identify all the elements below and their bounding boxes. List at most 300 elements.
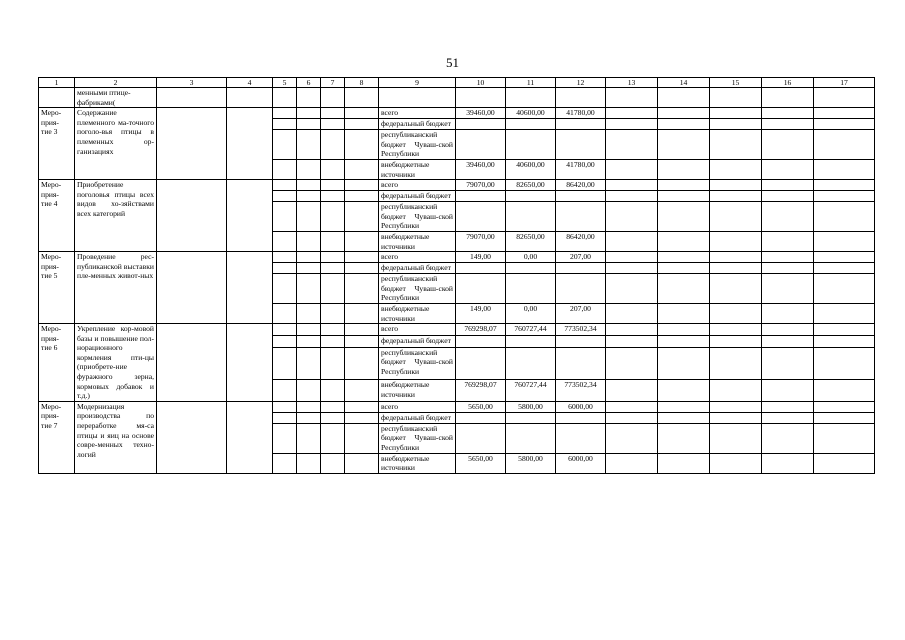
amount-cell <box>556 191 606 202</box>
empty-cell <box>273 335 297 347</box>
funding-source: республиканский бюджет Чуваш-ской Республики <box>379 423 456 453</box>
empty-cell <box>606 347 658 379</box>
amount-cell: 760727,44 <box>506 324 556 336</box>
empty-cell <box>814 108 875 119</box>
empty-cell <box>297 119 321 130</box>
empty-cell <box>658 108 710 119</box>
empty-cell <box>273 263 297 274</box>
empty-cell <box>297 252 321 263</box>
empty-cell <box>658 88 710 108</box>
amount-cell <box>456 119 506 130</box>
empty-cell <box>297 130 321 160</box>
empty-cell <box>321 191 345 202</box>
empty-cell <box>658 191 710 202</box>
measure-name: Приобретение поголовья птицы всех видов хо-зяйствами всех категорий <box>75 180 157 252</box>
empty-cell <box>345 303 379 323</box>
amount-cell <box>506 191 556 202</box>
empty-cell <box>345 412 379 423</box>
empty-cell <box>227 324 273 402</box>
empty-cell <box>762 202 814 232</box>
empty-cell <box>321 347 345 379</box>
empty-cell <box>227 401 273 473</box>
column-header: 8 <box>345 78 379 88</box>
empty-cell <box>658 401 710 412</box>
amount-cell <box>556 274 606 304</box>
column-header: 15 <box>710 78 762 88</box>
column-header: 17 <box>814 78 875 88</box>
empty-cell <box>345 231 379 251</box>
empty-cell <box>321 453 345 473</box>
empty-cell <box>710 231 762 251</box>
empty-cell <box>658 263 710 274</box>
empty-cell <box>762 231 814 251</box>
empty-cell <box>658 274 710 304</box>
empty-cell <box>762 252 814 263</box>
empty-cell <box>658 130 710 160</box>
column-header: 4 <box>227 78 273 88</box>
empty-cell <box>227 180 273 252</box>
empty-cell <box>297 303 321 323</box>
funding-source: внебюджетные источники <box>379 453 456 473</box>
empty-cell <box>345 401 379 412</box>
empty-cell <box>227 108 273 180</box>
amount-cell: 5800,00 <box>506 453 556 473</box>
funding-source: республиканский бюджет Чуваш-ской Республики <box>379 202 456 232</box>
funding-source: федеральный бюджет <box>379 119 456 130</box>
amount-cell <box>556 423 606 453</box>
empty-cell <box>658 324 710 336</box>
empty-cell <box>321 88 345 108</box>
empty-cell <box>606 401 658 412</box>
empty-cell <box>321 180 345 191</box>
measure-code: Меро- прия- тие 5 <box>39 252 75 324</box>
empty-cell <box>658 159 710 179</box>
table-row <box>39 180 875 191</box>
empty-cell <box>762 191 814 202</box>
empty-cell <box>710 130 762 160</box>
funding-source: федеральный бюджет <box>379 263 456 274</box>
empty-cell <box>345 191 379 202</box>
empty-cell <box>710 202 762 232</box>
empty-cell <box>710 401 762 412</box>
empty-cell <box>297 159 321 179</box>
empty-cell <box>606 274 658 304</box>
empty-cell <box>273 130 297 160</box>
table-row <box>39 324 875 336</box>
empty-cell <box>321 335 345 347</box>
amount-cell <box>456 202 506 232</box>
empty-cell <box>345 380 379 402</box>
amount-cell <box>456 191 506 202</box>
empty-cell <box>710 108 762 119</box>
amount-cell <box>456 274 506 304</box>
table-row <box>39 401 875 412</box>
empty-cell <box>606 252 658 263</box>
empty-cell <box>658 202 710 232</box>
empty-cell <box>297 335 321 347</box>
empty-cell <box>814 202 875 232</box>
amount-cell <box>456 412 506 423</box>
amount-cell <box>556 202 606 232</box>
empty-cell <box>710 453 762 473</box>
amount-cell <box>556 335 606 347</box>
empty-cell <box>321 401 345 412</box>
empty-cell <box>814 274 875 304</box>
empty-cell <box>321 274 345 304</box>
empty-cell <box>297 324 321 336</box>
empty-cell <box>762 180 814 191</box>
amount-cell <box>506 119 556 130</box>
amount-cell <box>456 263 506 274</box>
amount-cell: 769298,07 <box>456 324 506 336</box>
column-header: 9 <box>379 78 456 88</box>
empty-cell <box>273 401 297 412</box>
empty-cell <box>658 453 710 473</box>
amount-cell: 5650,00 <box>456 401 506 412</box>
amount-cell: 82650,00 <box>506 180 556 191</box>
empty-cell <box>762 324 814 336</box>
amount-cell <box>456 347 506 379</box>
empty-cell <box>814 335 875 347</box>
empty-cell <box>273 423 297 453</box>
column-header: 3 <box>157 78 227 88</box>
empty-cell <box>556 88 606 108</box>
amount-cell: 0,00 <box>506 252 556 263</box>
funding-source: всего <box>379 324 456 336</box>
empty-cell <box>297 380 321 402</box>
page-number: 51 <box>446 55 459 70</box>
amount-cell: 86420,00 <box>556 180 606 191</box>
column-header: 1 <box>39 78 75 88</box>
empty-cell <box>606 412 658 423</box>
empty-cell <box>814 88 875 108</box>
empty-cell <box>658 119 710 130</box>
empty-cell <box>345 453 379 473</box>
amount-cell: 6000,00 <box>556 453 606 473</box>
empty-cell <box>273 380 297 402</box>
empty-cell <box>606 303 658 323</box>
empty-cell <box>710 347 762 379</box>
empty-cell <box>606 453 658 473</box>
empty-cell <box>297 401 321 412</box>
empty-cell <box>273 202 297 232</box>
empty-cell <box>814 423 875 453</box>
amount-cell: 41780,00 <box>556 159 606 179</box>
empty-cell <box>606 335 658 347</box>
column-header: 13 <box>606 78 658 88</box>
empty-cell <box>345 180 379 191</box>
amount-cell: 0,00 <box>506 303 556 323</box>
empty-cell <box>606 130 658 160</box>
empty-cell <box>345 108 379 119</box>
empty-cell <box>297 231 321 251</box>
empty-cell <box>814 453 875 473</box>
empty-cell <box>658 347 710 379</box>
funding-source: республиканский бюджет Чуваш-ской Республики <box>379 130 456 160</box>
empty-cell <box>297 423 321 453</box>
measure-code: Меро- прия- тие 7 <box>39 401 75 473</box>
empty-cell <box>814 412 875 423</box>
empty-cell <box>606 263 658 274</box>
empty-cell <box>710 119 762 130</box>
empty-cell <box>379 88 456 108</box>
empty-cell <box>762 88 814 108</box>
empty-cell <box>710 335 762 347</box>
column-header: 10 <box>456 78 506 88</box>
empty-cell <box>506 88 556 108</box>
column-header: 16 <box>762 78 814 88</box>
funding-source: внебюджетные источники <box>379 231 456 251</box>
funding-source: всего <box>379 108 456 119</box>
empty-cell <box>658 252 710 263</box>
empty-cell <box>227 252 273 324</box>
empty-cell <box>273 180 297 191</box>
amount-cell: 86420,00 <box>556 231 606 251</box>
empty-cell <box>814 263 875 274</box>
empty-cell <box>658 335 710 347</box>
empty-cell <box>39 88 75 108</box>
empty-cell <box>762 263 814 274</box>
empty-cell <box>710 274 762 304</box>
empty-cell <box>273 274 297 304</box>
empty-cell <box>345 274 379 304</box>
measure-code: Меро- прия- тие 6 <box>39 324 75 402</box>
amount-cell: 149,00 <box>456 303 506 323</box>
empty-cell <box>814 180 875 191</box>
empty-cell <box>606 88 658 108</box>
empty-cell <box>710 180 762 191</box>
amount-cell: 5800,00 <box>506 401 556 412</box>
amount-cell <box>556 412 606 423</box>
empty-cell <box>762 401 814 412</box>
empty-cell <box>273 453 297 473</box>
empty-cell <box>814 324 875 336</box>
empty-cell <box>762 347 814 379</box>
amount-cell <box>506 202 556 232</box>
empty-cell <box>710 191 762 202</box>
empty-cell <box>710 423 762 453</box>
empty-cell <box>658 423 710 453</box>
budget-table <box>38 77 875 474</box>
empty-cell <box>606 423 658 453</box>
measure-name: Содержание племенного ма-точного поголо-вья птицы в племенных ор-ганизациях <box>75 108 157 180</box>
column-header: 6 <box>297 78 321 88</box>
empty-cell <box>273 252 297 263</box>
amount-cell <box>506 347 556 379</box>
empty-cell <box>606 159 658 179</box>
funding-source: федеральный бюджет <box>379 191 456 202</box>
column-header: 11 <box>506 78 556 88</box>
amount-cell <box>556 130 606 160</box>
empty-cell <box>345 324 379 336</box>
column-header: 7 <box>321 78 345 88</box>
column-header: 12 <box>556 78 606 88</box>
empty-cell <box>814 252 875 263</box>
amount-cell <box>506 130 556 160</box>
empty-cell <box>157 108 227 180</box>
empty-cell <box>321 324 345 336</box>
empty-cell <box>345 119 379 130</box>
amount-cell: 149,00 <box>456 252 506 263</box>
empty-cell <box>658 412 710 423</box>
amount-cell: 40600,00 <box>506 108 556 119</box>
empty-cell <box>321 380 345 402</box>
empty-cell <box>762 119 814 130</box>
empty-cell <box>297 453 321 473</box>
empty-cell <box>814 303 875 323</box>
measure-code: Меро- прия- тие 4 <box>39 180 75 252</box>
column-header: 2 <box>75 78 157 88</box>
amount-cell: 39460,00 <box>456 108 506 119</box>
amount-cell <box>506 274 556 304</box>
empty-cell <box>762 159 814 179</box>
empty-cell <box>814 380 875 402</box>
empty-cell <box>227 88 273 108</box>
empty-cell <box>321 119 345 130</box>
funding-source: всего <box>379 252 456 263</box>
funding-source: всего <box>379 401 456 412</box>
amount-cell: 82650,00 <box>506 231 556 251</box>
measure-name: Укрепление кор-мовой базы и повышение пол-норационного кормления пти-цы (приобрете-ние фуражного зерна, кормовых добавок и т.д.) <box>75 324 157 402</box>
empty-cell <box>762 423 814 453</box>
amount-cell <box>556 119 606 130</box>
empty-cell <box>273 412 297 423</box>
empty-cell <box>710 263 762 274</box>
empty-cell <box>814 119 875 130</box>
amount-cell: 40600,00 <box>506 159 556 179</box>
empty-cell <box>273 324 297 336</box>
empty-cell <box>345 335 379 347</box>
amount-cell: 79070,00 <box>456 180 506 191</box>
empty-cell <box>321 130 345 160</box>
funding-source: внебюджетные источники <box>379 380 456 402</box>
empty-cell <box>297 108 321 119</box>
empty-cell <box>762 130 814 160</box>
amount-cell: 207,00 <box>556 252 606 263</box>
empty-cell <box>273 191 297 202</box>
measure-code: Меро- прия- тие 3 <box>39 108 75 180</box>
empty-cell <box>658 231 710 251</box>
empty-cell <box>814 231 875 251</box>
empty-cell <box>710 252 762 263</box>
empty-cell <box>345 130 379 160</box>
amount-cell <box>556 263 606 274</box>
amount-cell <box>456 423 506 453</box>
measure-name: Модернизация производства по переработке мя-са птицы и яиц на основе совре-менных техно-логий <box>75 401 157 473</box>
table-row <box>39 108 875 119</box>
amount-cell: 41780,00 <box>556 108 606 119</box>
amount-cell: 39460,00 <box>456 159 506 179</box>
empty-cell <box>710 412 762 423</box>
empty-cell <box>345 252 379 263</box>
empty-cell <box>273 159 297 179</box>
empty-cell <box>762 335 814 347</box>
empty-cell <box>321 263 345 274</box>
amount-cell: 773502,34 <box>556 380 606 402</box>
measure-name: менными птице- фабриками( <box>75 88 157 108</box>
amount-cell: 769298,07 <box>456 380 506 402</box>
empty-cell <box>762 453 814 473</box>
amount-cell: 5650,00 <box>456 453 506 473</box>
empty-cell <box>297 88 321 108</box>
empty-cell <box>297 347 321 379</box>
amount-cell: 207,00 <box>556 303 606 323</box>
header-row <box>39 78 875 88</box>
empty-cell <box>345 159 379 179</box>
empty-cell <box>762 274 814 304</box>
empty-cell <box>606 231 658 251</box>
amount-cell: 773502,34 <box>556 324 606 336</box>
empty-cell <box>345 202 379 232</box>
empty-cell <box>710 159 762 179</box>
amount-cell <box>506 423 556 453</box>
amount-cell: 6000,00 <box>556 401 606 412</box>
amount-cell <box>456 130 506 160</box>
empty-cell <box>606 202 658 232</box>
measure-name: Проведение рес-публиканской выставки пле-менных живот-ных <box>75 252 157 324</box>
empty-cell <box>297 263 321 274</box>
empty-cell <box>710 88 762 108</box>
empty-cell <box>321 252 345 263</box>
empty-cell <box>321 231 345 251</box>
continuation-row <box>39 88 875 108</box>
empty-cell <box>321 202 345 232</box>
empty-cell <box>814 130 875 160</box>
empty-cell <box>456 88 506 108</box>
funding-source: федеральный бюджет <box>379 412 456 423</box>
amount-cell <box>506 412 556 423</box>
empty-cell <box>658 380 710 402</box>
amount-cell <box>506 335 556 347</box>
empty-cell <box>321 412 345 423</box>
empty-cell <box>814 191 875 202</box>
empty-cell <box>321 108 345 119</box>
empty-cell <box>710 324 762 336</box>
empty-cell <box>658 180 710 191</box>
empty-cell <box>606 119 658 130</box>
empty-cell <box>762 303 814 323</box>
amount-cell <box>456 335 506 347</box>
empty-cell <box>273 347 297 379</box>
empty-cell <box>273 119 297 130</box>
empty-cell <box>297 191 321 202</box>
column-header: 5 <box>273 78 297 88</box>
funding-source: республиканский бюджет Чуваш-ской Республики <box>379 347 456 379</box>
column-header: 14 <box>658 78 710 88</box>
empty-cell <box>157 88 227 108</box>
empty-cell <box>297 180 321 191</box>
empty-cell <box>710 303 762 323</box>
empty-cell <box>157 252 227 324</box>
funding-source: республиканский бюджет Чуваш-ской Республики <box>379 274 456 304</box>
empty-cell <box>157 401 227 473</box>
empty-cell <box>606 324 658 336</box>
empty-cell <box>606 191 658 202</box>
empty-cell <box>606 180 658 191</box>
amount-cell: 760727,44 <box>506 380 556 402</box>
empty-cell <box>345 347 379 379</box>
empty-cell <box>710 380 762 402</box>
empty-cell <box>762 108 814 119</box>
amount-cell: 79070,00 <box>456 231 506 251</box>
funding-source: внебюджетные источники <box>379 303 456 323</box>
empty-cell <box>157 324 227 402</box>
funding-source: внебюджетные источники <box>379 159 456 179</box>
empty-cell <box>762 380 814 402</box>
empty-cell <box>658 303 710 323</box>
empty-cell <box>273 231 297 251</box>
empty-cell <box>345 423 379 453</box>
